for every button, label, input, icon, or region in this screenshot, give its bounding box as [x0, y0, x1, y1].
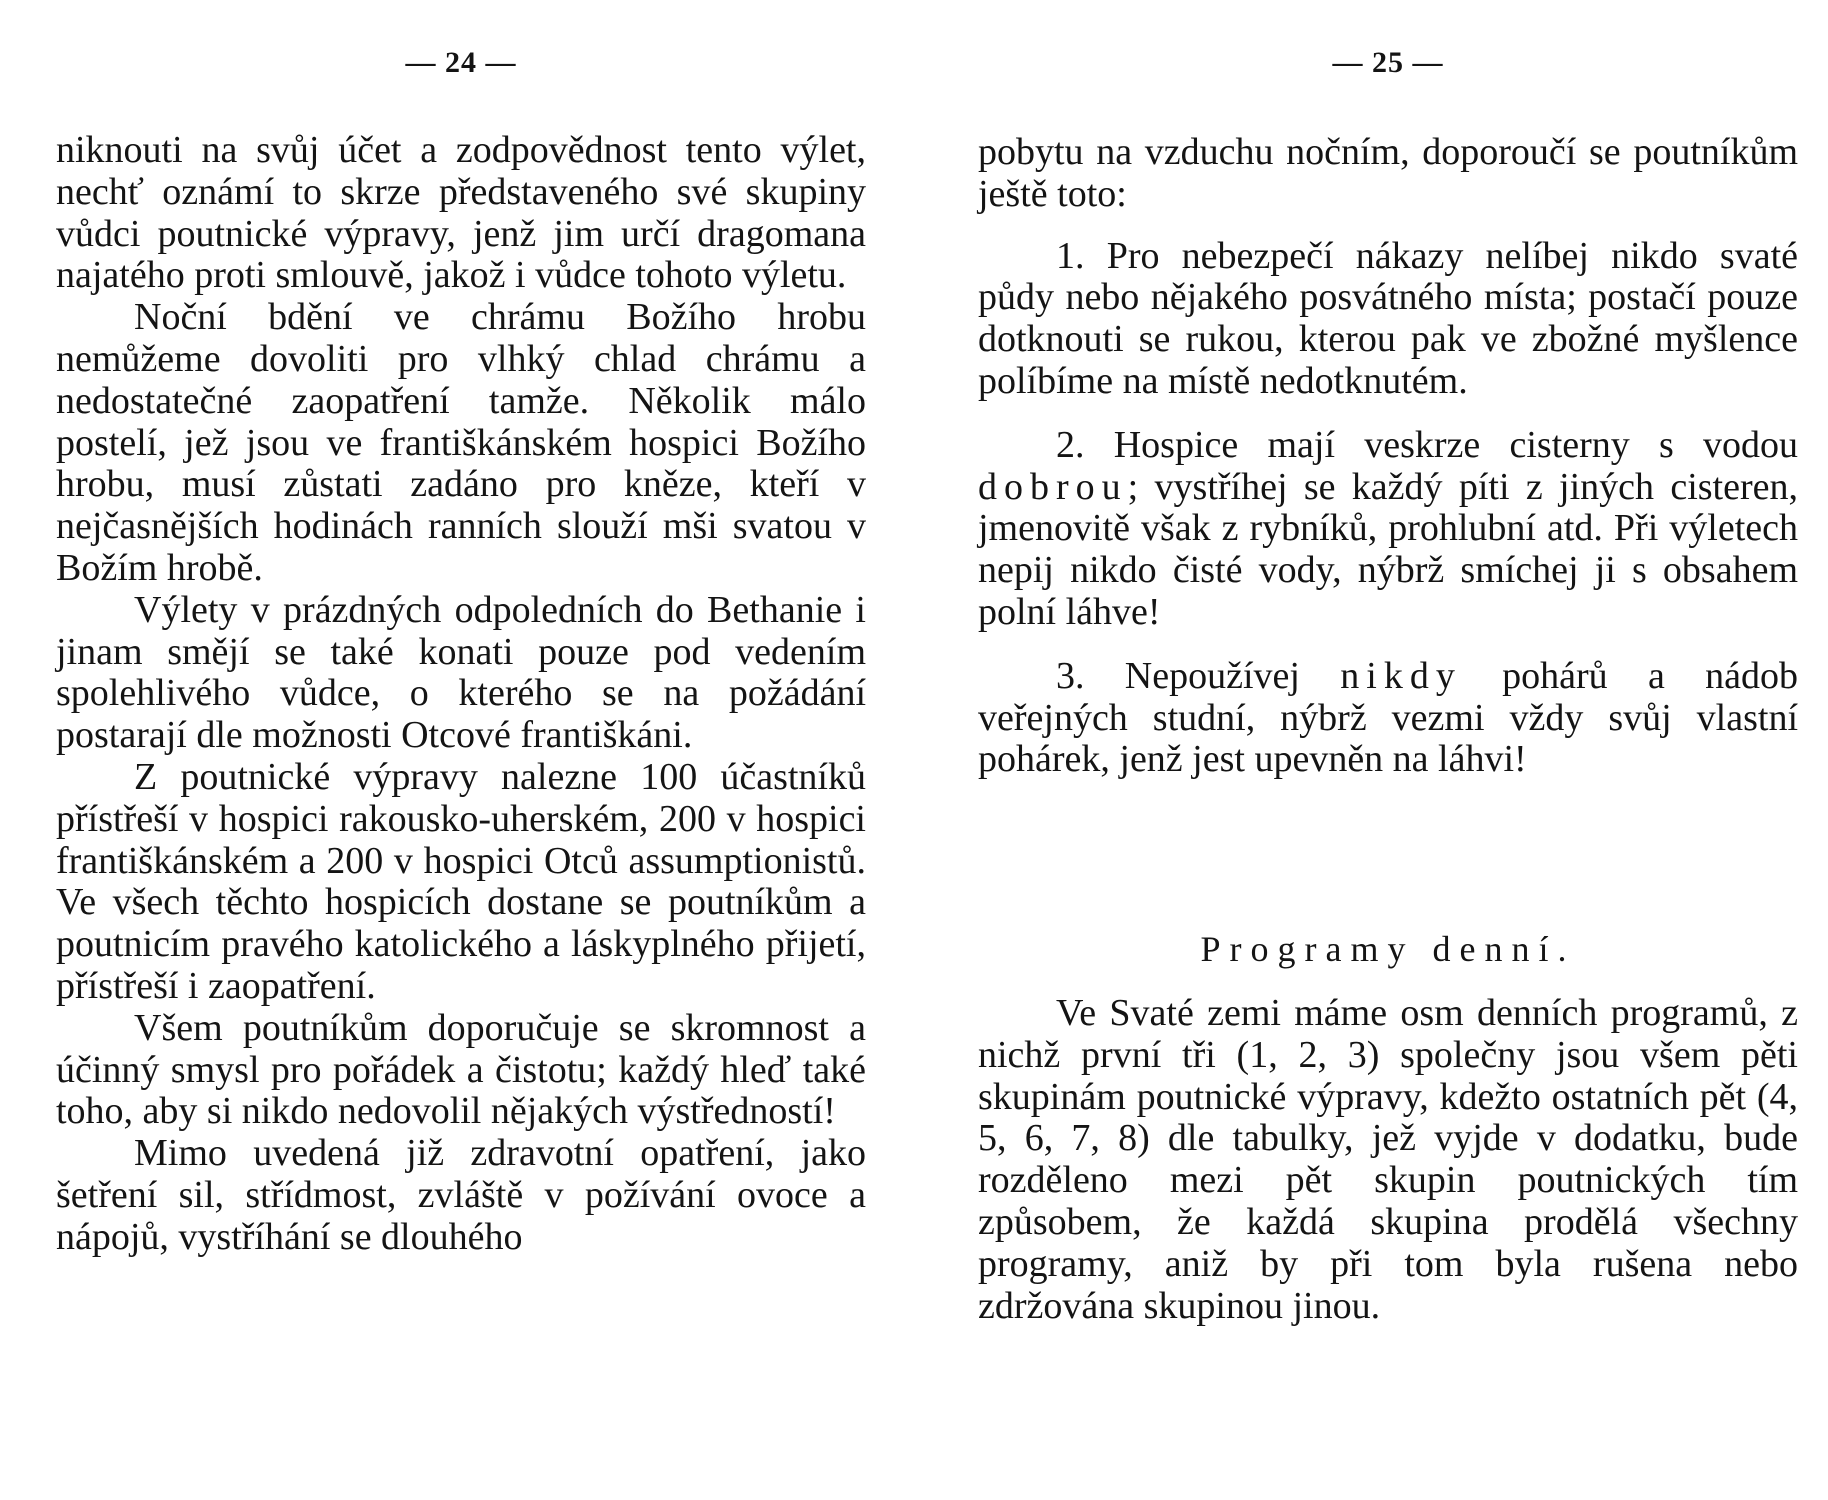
left-text-column — [56, 130, 866, 1259]
item-2-text-before: 2. Hospice mají veskrze cisterny s vodou — [1056, 423, 1798, 466]
right-page — [978, 0, 1798, 1500]
left-paragraph-3: Výlety v prázdných odpoledních do Bethanie i jinam smějí se také konati pouze pod vedením spolehlivého vůdce, o kterého se na požádání postarají dle možnosti Otcové františkáni. — [56, 588, 866, 757]
numbered-item-2 — [978, 425, 1798, 634]
left-page — [56, 0, 866, 1500]
section-heading: Programy denní. — [1200, 929, 1576, 970]
numbered-item-3 — [978, 656, 1798, 781]
item-2-text-after: ; vystříhej se každý píti z jiných cisteren, jmenovitě však z rybníků, prohlubní atd. Při výletech nepij nikdo čisté vody, nýbrž smíchej ji s obsahem polní láhve! — [978, 465, 1798, 633]
left-paragraph-4: Z poutnické výpravy nalezne 100 účastníků přístřeší v hospici rakousko-uherském, 200 v hospici františkánském a 200 v hospici Otců assumptionistů. Ve všech těchto hospicích dostane se poutníkům a poutnicím pravého katolického a láskyplného přijetí, přístřeší i zaopatření. — [56, 755, 866, 1007]
page-number-right: — 25 — — [1332, 46, 1444, 79]
left-paragraph-2: Noční bdění ve chrámu Božího hrobu nemůžeme dovoliti pro vlhký chlad chrámu a nedostatečné zaopatření tamže. Několik málo postelí, jež jsou ve františkánském hospici Božího hrobu, musí zůstati zadáno pro kněze, kteří v nejčasnějších hodinách ranních slouží mši svatou v Božím hrobě. — [56, 296, 866, 589]
item-2-emphasis: dobrou — [978, 465, 1128, 508]
left-paragraph-5: Všem poutníkům doporučuje se skromnost a účinný smysl pro pořádek a čistotu; každý hleď také toho, aby si nikdo nedovolil nějakých výstředností! — [56, 1006, 866, 1133]
right-text-column — [978, 132, 1798, 1327]
item-3-text-after: pohárů a nádob veřejných studní, nýbrž vezmi vždy svůj vlastní pohárek, jenž jest upevněn na láhvi! — [978, 654, 1798, 781]
right-intro-paragraph: pobytu na vzduchu nočním, doporoučí se poutníkům ještě toto: — [978, 131, 1798, 215]
numbered-item-1 — [978, 236, 1798, 403]
item-3-text-before: 3. Nepoužívej — [1056, 654, 1341, 697]
left-paragraph-6: Mimo uvedená již zdravotní opatření, jako šetření sil, střídmost, zvláště v požívání ovoce a nápojů, vystříhání se dlouhého — [56, 1132, 866, 1258]
item-1-text: 1. Pro nebezpečí nákazy nelíbej nikdo svaté půdy nebo nějakého posvátného místa; postačí pouze dotknouti se rukou, kterou pak ve zbožné myšlence políbíme na místě nedotknutém. — [978, 234, 1798, 402]
left-paragraph-1: niknouti na svůj účet a zodpovědnost tento výlet, nechť oznámí to skrze představeného své skupiny vůdci poutnické výpravy, jenž jim určí dragomana najatého proti smlouvě, jakož i vůdce tohoto výletu. — [56, 129, 866, 297]
page-number-left: — 24 — — [405, 46, 517, 79]
item-3-emphasis: nikdy — [1340, 654, 1462, 697]
section-paragraph: Ve Svaté zemi máme osm denních programů, z nichž první tři (1, 2, 3) společny jsou všem pěti skupinám poutnické výpravy, kdežto ostatních pět (4, 5, 6, 7, 8) dle tabulky, jež vyjde v dodatku, bude rozděleno mezi pět skupin poutnických tím způsobem, že každá skupina prodělá všechny programy, aniž by při tom byla rušena nebo zdržována skupinou jinou. — [978, 991, 1798, 1327]
